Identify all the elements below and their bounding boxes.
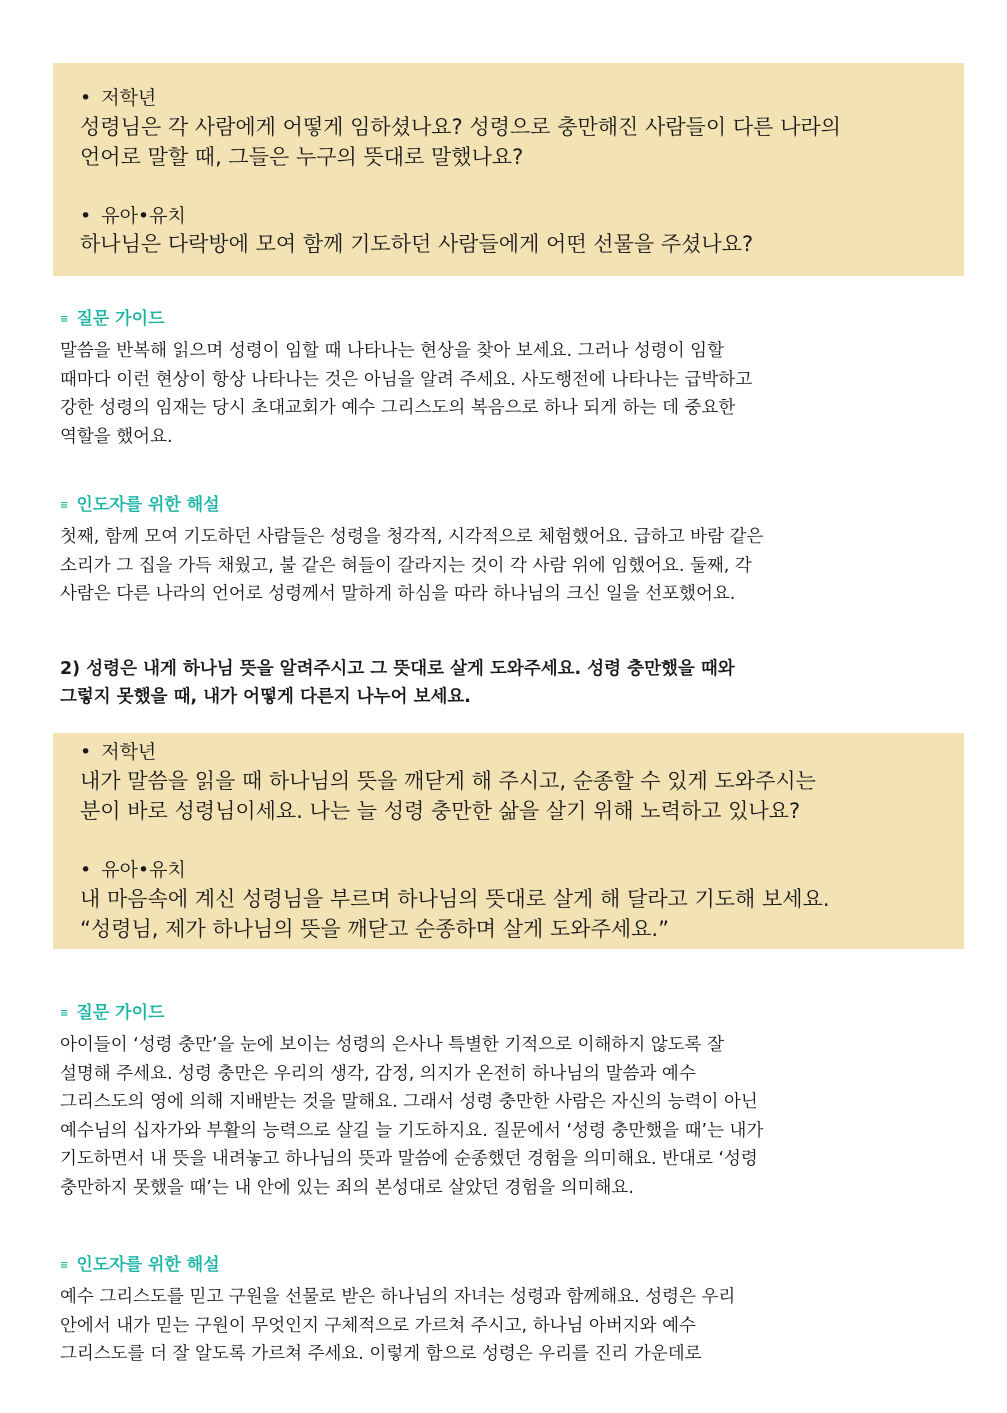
- leader-commentary-heading: ≡ 인도자를 위한 해설: [60, 1255, 220, 1275]
- discussion-question-2: 2) 성령은 내게 하나님 뜻을 알려주시고 그 뜻대로 살게 도와주세요. 성령 충만했을 때와 그렇지 못했을 때, 내가 어떻게 다른지 나누어 보세요.: [60, 659, 735, 707]
- bullet-dot-icon: •: [80, 741, 92, 763]
- preschool-question: 내 마음속에 계신 성령님을 부르며 하나님의 뜻대로 살게 해 달라고 기도해 보세요. “성령님, 제가 하나님의 뜻을 깨닫고 순종하며 살게 도와주세요.”: [80, 887, 830, 941]
- question-guide-text: 말씀을 반복해 읽으며 성령이 임할 때 나타나는 현상을 찾아 보세요. 그러나 성령이 임할 때마다 이런 현상이 항상 나타나는 것은 아님을 알려 주세요. 사도행전에 나타나는 급박하고 강한 성령의 임재는 당시 초대교회가 예수 그리스도의 복음으로 하나 되게 하는 데 중요한 역할을 했어요.: [60, 341, 753, 447]
- bullet-dot-icon: •: [80, 87, 92, 109]
- triple-bar-icon: ≡: [60, 314, 69, 325]
- elementary-question: 내가 말씀을 읽을 때 하나님의 뜻을 깨닫게 해 주시고, 순종할 수 있게 도와주시는 분이 바로 성령님이세요. 나는 늘 성령 충만한 삶을 살기 위해 노력하고 있나요?: [80, 769, 816, 823]
- leader-commentary-text: 예수 그리스도를 믿고 구원을 선물로 받은 하나님의 자녀는 성령과 함께해요. 성령은 우리 안에서 내가 믿는 구원이 무엇인지 구체적으로 가르쳐 주시고, 하나님 아버지와 예수 그리스도를 더 잘 알도록 가르쳐 주세요. 이렇게 함으로 성령은 우리를 진리 가운데로: [60, 1287, 736, 1364]
- question-guide-heading: ≡ 질문 가이드: [60, 309, 165, 329]
- question-guide-heading: ≡ 질문 가이드: [60, 1003, 165, 1023]
- question-guide-text: 아이들이 ‘성령 충만’을 눈에 보이는 성령의 은사나 특별한 기적으로 이해하지 않도록 잘 설명해 주세요. 성령 충만은 우리의 생각, 감정, 의지가 온전히 하나님의 말씀과 예수 그리스도의 영에 의해 지배받는 것을 말해요. 그래서 성령 충만한 사람은 자신의 능력이 아닌 예수님의 십자가와 부활의 능력으로 살길 늘 기도하지요. 질문에서 ‘성령 충만했을 때’는 내가 기도하면서 내 뜻을 내려놓고 하나님의 뜻과 말씀에 순종했던 경험을 의미해요. 반대로 ‘성령 충만하지 못했을 때’는 내 안에 있는 죄의 본성대로 살았던 경험을 의미해요.: [60, 1035, 764, 1198]
- triple-bar-icon: ≡: [60, 1260, 69, 1271]
- elementary-question: 성령님은 각 사람에게 어떻게 임하셨나요? 성령으로 충만해진 사람들이 다른 나라의 언어로 말할 때, 그들은 누구의 뜻대로 말했나요?: [80, 115, 841, 169]
- elementary-label: • 저학년: [80, 741, 157, 763]
- bullet-dot-icon: •: [80, 859, 92, 881]
- preschool-label: • 유아•유치: [80, 859, 186, 881]
- triple-bar-icon: ≡: [60, 500, 69, 511]
- preschool-question: 하나님은 다락방에 모여 함께 기도하던 사람들에게 어떤 선물을 주셨나요?: [80, 232, 754, 256]
- age-group-questions-box-2: [53, 733, 964, 949]
- preschool-label: • 유아•유치: [80, 205, 186, 227]
- leader-commentary-heading: ≡ 인도자를 위한 해설: [60, 495, 220, 515]
- triple-bar-icon: ≡: [60, 1008, 69, 1019]
- leader-commentary-text: 첫째, 함께 모여 기도하던 사람들은 성령을 청각적, 시각적으로 체험했어요. 급하고 바람 같은 소리가 그 집을 가득 채웠고, 불 같은 혀들이 갈라지는 것이 각 사람 위에 임했어요. 둘째, 각 사람은 다른 나라의 언어로 성령께서 말하게 하심을 따라 하나님의 크신 일을 선포했어요.: [60, 527, 764, 604]
- bullet-dot-icon: •: [80, 205, 92, 227]
- elementary-label: • 저학년: [80, 87, 157, 109]
- age-group-questions-box-1: [53, 63, 964, 276]
